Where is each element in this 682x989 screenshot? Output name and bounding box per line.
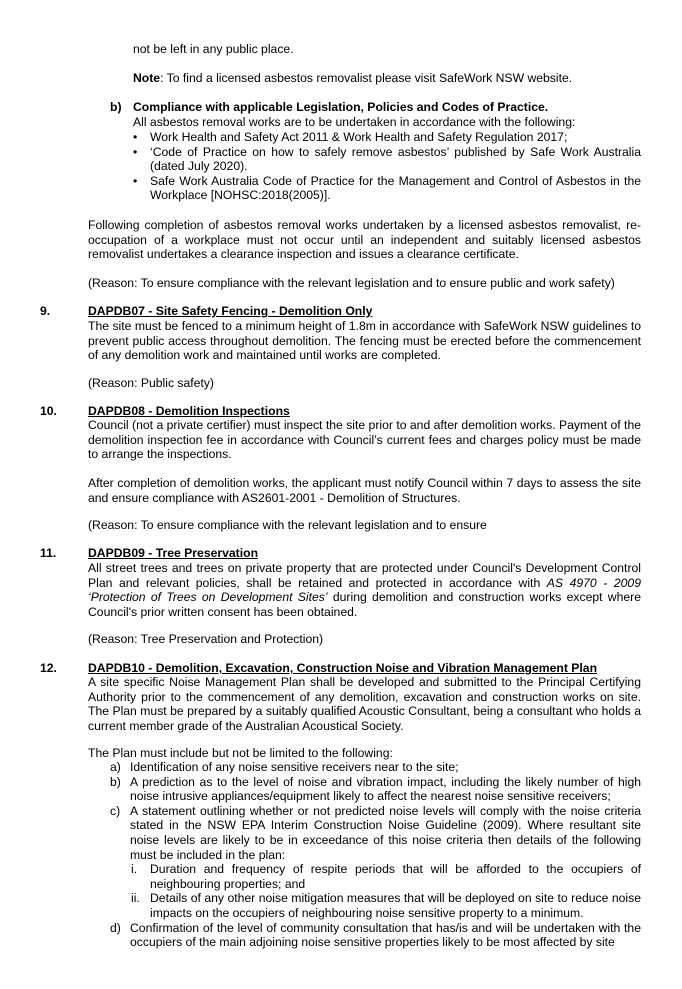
item-heading: DAPDB07 - Site Safety Fencing - Demolition Only [88, 304, 373, 318]
item-body: The site must be fenced to a minimum height of 1.8m in accordance with SafeWork NSW guidelines to prevent public access throughout demolition. The fencing must be erected before the commencement of any demolition work and maintained until works are completed. [88, 319, 641, 363]
plan-requirements-list [108, 760, 641, 950]
sub-list-item [130, 862, 641, 891]
list-item [108, 775, 641, 804]
sub-list-item-text: Details of any other noise mitigation measures that will be deployed on site to reduce noise impacts on the occupiers of neighbouring noise sensitive property to a minimum. [150, 891, 641, 920]
sub-list-item [130, 891, 641, 920]
body-text: All street trees and trees on private property that are protected under Council's Development Control Plan and relevant policies, shall be retained and protected in accordance with [88, 561, 641, 590]
item-reason: (Reason: To ensure compliance with the relevant legislation and to ensure [88, 518, 487, 532]
item-body [88, 561, 641, 619]
list-item: • Work Health and Safety Act 2011 & Work Health and Safety Regulation 2017; [130, 130, 641, 145]
item-body: Council (not a private certifier) must inspect the site prior to and after demolition works. Payment of the demolition inspection fee in accordance with Council’s current fees and charges policy must be made to arrange the inspections. [88, 418, 641, 462]
item-number: 9. [40, 304, 51, 318]
list-item-label: c) [110, 803, 121, 818]
item-number: 10. [40, 404, 57, 418]
item-heading: DAPDB10 - Demolition, Excavation, Construction Noise and Vibration Management Plan [88, 661, 598, 675]
list-item-text: A statement outlining whether or not predicted noise levels will comply with the noise criteria stated in the NSW EPA Interim Construction Noise Guideline (2009). Where resultant site noise levels are likely to be in exceedance of this noise criteria then details of the following must be included in the plan: [130, 803, 641, 862]
item-reason: (Reason: Tree Preservation and Protection) [88, 632, 324, 646]
list-item-label: a) [110, 760, 121, 774]
note-text: : To find a licensed asbestos removalist please visit SafeWork NSW website. [160, 71, 573, 85]
list-item-text: A prediction as to the level of noise and vibration impact, including the likely number of high noise intrusive appliances/equipment likely to affect the nearest noise sensitive receivers; [130, 774, 641, 804]
item-heading: DAPDB08 - Demolition Inspections [88, 404, 290, 418]
compliance-reason: (Reason: To ensure compliance with the relevant legislation and to ensure public and work safety) [88, 276, 615, 290]
list-item [108, 921, 641, 950]
item-reason: (Reason: Public safety) [88, 376, 214, 390]
list-item [108, 804, 641, 921]
item-body: A site specific Noise Management Plan shall be developed and submitted to the Principal Certifying Authority prior to the commencement of any demolition, excavation and construction works on site. The Plan must be prepared by a suitably qualified Acoustic Consultant, being a consultant who holds a current member grade of the Australian Acoustical Society. [88, 675, 641, 733]
list-item-label: b) [110, 774, 121, 789]
note-paragraph [133, 71, 572, 86]
item-heading: DAPDB09 - Tree Preservation [88, 546, 259, 560]
compliance-intro: All asbestos removal works are to be undertaken in accordance with the following: [133, 115, 576, 129]
sub-list-item-label: i. [131, 862, 138, 877]
list-item-label: d) [110, 920, 121, 935]
sub-list-item-text: Duration and frequency of respite periods that will be afforded to the occupiers of neighbouring properties; and [150, 862, 641, 891]
compliance-heading: Compliance with applicable Legislation, Policies and Codes of Practice. [133, 100, 549, 114]
clearance-paragraph: Following completion of asbestos removal works undertaken by a licensed asbestos removalist, re-occupation of a workplace must not occur until an independent and suitably licensed asbestos removalist undertakes a clearance inspection and issues a clearance certificate. [88, 218, 641, 262]
continuation-line: not be left in any public place. [133, 42, 294, 56]
list-item: • ‘Code of Practice on how to safely remove asbestos’ published by Safe Work Australia (dated July 2020). [130, 145, 641, 174]
note-label: Note [133, 71, 161, 85]
item-number: 11. [40, 546, 57, 560]
list-item-text: Identification of any noise sensitive receivers near to the site; [130, 760, 459, 774]
item-body-followup: After completion of demolition works, the applicant must notify Council within 7 days to assess the site and ensure compliance with AS2601-2001 - Demolition of Structures. [88, 476, 641, 505]
compliance-label: b) [110, 100, 122, 114]
item-number: 12. [40, 661, 57, 675]
list-item: • Safe Work Australia Code of Practice for the Management and Control of Asbestos in the Workplace [NOHSC:2018(2005)]. [130, 174, 641, 203]
body-text: during demolition and construction works except where Council's prior written consent has been obtained. [88, 590, 641, 619]
list-item-text: Confirmation of the level of community consultation that has/is and will be undertaken with the occupiers of the main adjoining noise sensitive properties likely to be most affected by site [130, 920, 641, 950]
compliance-bullet-list [130, 130, 641, 203]
standard-reference: AS 4970 - 2009 ‘Protection of Trees on Development Sites’ [88, 575, 641, 605]
list-item [108, 760, 641, 775]
sub-list-item-label: ii. [131, 891, 140, 906]
plan-intro: The Plan must include but not be limited to the following: [88, 746, 393, 760]
